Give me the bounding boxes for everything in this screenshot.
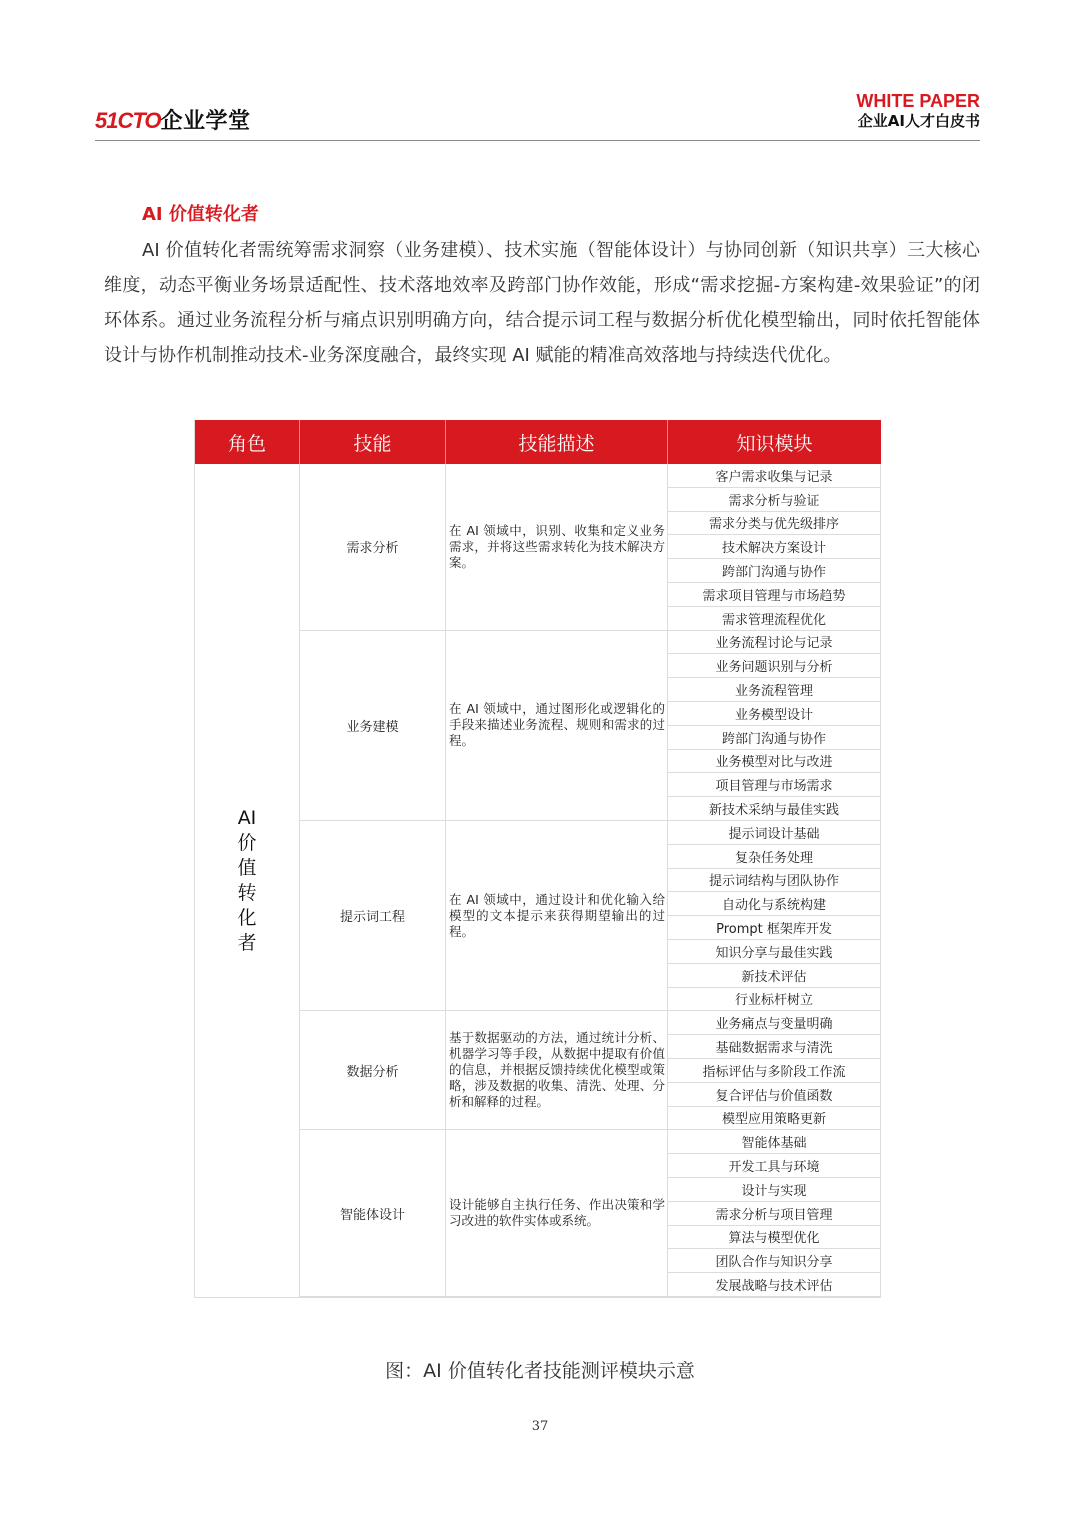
knowledge-module-cell: 跨部门沟通与协作 <box>668 726 881 750</box>
skill-matrix-table <box>194 420 881 1298</box>
knowledge-module-cell: 新技术采纳与最佳实践 <box>668 797 881 821</box>
header-role: 角色 <box>195 420 300 464</box>
skill-cell: 业务建模 <box>300 631 446 821</box>
knowledge-module-cell: 复杂任务处理 <box>668 845 881 869</box>
knowledge-module-cell: 提示词设计基础 <box>668 821 881 845</box>
knowledge-module-cell: 需求分类与优先级排序 <box>668 512 881 536</box>
skill-description-cell: 设计能够自主执行任务、作出决策和学习改进的软件实体或系统。 <box>446 1130 668 1297</box>
header-description: 技能描述 <box>446 420 668 464</box>
knowledge-module-cell: 业务痛点与变量明确 <box>668 1011 881 1035</box>
intro-paragraph: AI 价值转化者需统筹需求洞察（业务建模）、技术实施（智能体设计）与协同创新（知识共享）三大核心维度，动态平衡业务场景适配性、技术落地效率及跨部门协作效能，形成“需求挖掘-方案构建-效果验证”的闭环体系。通过业务流程分析与痛点识别明确方向，结合提示词工程与数据分析优化模型输出，同时依托智能体设计与协作机制推动技术-业务深度融合，最终实现 AI 赋能的精准高效落地与持续迭代优化。 <box>104 240 980 366</box>
knowledge-module-cell: 业务问题识别与分析 <box>668 654 881 678</box>
knowledge-module-cell: 指标评估与多阶段工作流 <box>668 1059 881 1083</box>
knowledge-module-cell: 基础数据需求与清洗 <box>668 1035 881 1059</box>
knowledge-module-cell: 模型应用策略更新 <box>668 1107 881 1131</box>
knowledge-module-cell: 行业标杆树立 <box>668 988 881 1012</box>
skill-cell: 智能体设计 <box>300 1130 446 1297</box>
knowledge-module-cell: 需求分析与验证 <box>668 488 881 512</box>
role-cell <box>195 464 300 1297</box>
page-number: 37 <box>531 1419 549 1434</box>
skill-description-cell: 基于数据驱动的方法，通过统计分析、机器学习等手段，从数据中提取有价值的信息，并根据反馈持续优化模型或策略，涉及数据的收集、清洗、处理、分析和解释的过程。 <box>446 1011 668 1130</box>
knowledge-module-cell: 新技术评估 <box>668 964 881 988</box>
skill-cell: 需求分析 <box>300 464 446 631</box>
knowledge-module-cell: 提示词结构与团队协作 <box>668 869 881 893</box>
knowledge-module-cell: 知识分享与最佳实践 <box>668 940 881 964</box>
knowledge-module-cell: Prompt 框架库开发 <box>668 916 881 940</box>
knowledge-module-cell: 业务流程管理 <box>668 678 881 702</box>
knowledge-module-cell: 智能体基础 <box>668 1130 881 1154</box>
header-modules: 知识模块 <box>668 420 881 464</box>
knowledge-module-cell: 需求分析与项目管理 <box>668 1202 881 1226</box>
knowledge-module-cell: 项目管理与市场需求 <box>668 773 881 797</box>
knowledge-module-cell: 团队合作与知识分享 <box>668 1249 881 1273</box>
knowledge-module-cell: 需求管理流程优化 <box>668 607 881 631</box>
knowledge-module-cell: 需求项目管理与市场趋势 <box>668 583 881 607</box>
knowledge-module-cell: 业务模型对比与改进 <box>668 750 881 774</box>
header-skill: 技能 <box>300 420 446 464</box>
skill-description-cell: 在 AI 领域中，识别、收集和定义业务需求，并将这些需求转化为技术解决方案。 <box>446 464 668 631</box>
knowledge-module-cell: 自动化与系统构建 <box>668 892 881 916</box>
knowledge-module-cell: 跨部门沟通与协作 <box>668 559 881 583</box>
white-paper-subtitle: 企业AI人才白皮书 <box>857 112 980 130</box>
figure-caption: 图：AI 价值转化者技能测评模块示意 <box>385 1360 695 1382</box>
white-paper-label <box>856 91 980 131</box>
skill-cell: 提示词工程 <box>300 821 446 1011</box>
knowledge-module-cell: 业务模型设计 <box>668 702 881 726</box>
white-paper-title: WHITE PAPER <box>856 91 980 111</box>
page-header <box>95 88 980 141</box>
knowledge-module-cell: 业务流程讨论与记录 <box>668 631 881 655</box>
company-logo <box>95 104 251 135</box>
skill-description-cell: 在 AI 领域中，通过图形化或逻辑化的手段来描述业务流程、规则和需求的过程。 <box>446 631 668 821</box>
knowledge-module-cell: 算法与模型优化 <box>668 1226 881 1250</box>
knowledge-module-cell: 发展战略与技术评估 <box>668 1273 881 1297</box>
knowledge-module-cell: 开发工具与环境 <box>668 1154 881 1178</box>
knowledge-module-cell: 设计与实现 <box>668 1178 881 1202</box>
logo-brand: 51CTO <box>95 108 161 133</box>
skill-cell: 数据分析 <box>300 1011 446 1130</box>
skill-description-cell: 在 AI 领域中，通过设计和优化输入给模型的文本提示来获得期望输出的过程。 <box>446 821 668 1011</box>
role-label: AI价值转化者 <box>237 806 257 954</box>
knowledge-module-cell: 客户需求收集与记录 <box>668 464 881 488</box>
section-title: AI 价值转化者 <box>142 204 259 225</box>
knowledge-module-cell: 复合评估与价值函数 <box>668 1083 881 1107</box>
logo-name: 企业学堂 <box>160 109 251 134</box>
knowledge-module-cell: 技术解决方案设计 <box>668 535 881 559</box>
